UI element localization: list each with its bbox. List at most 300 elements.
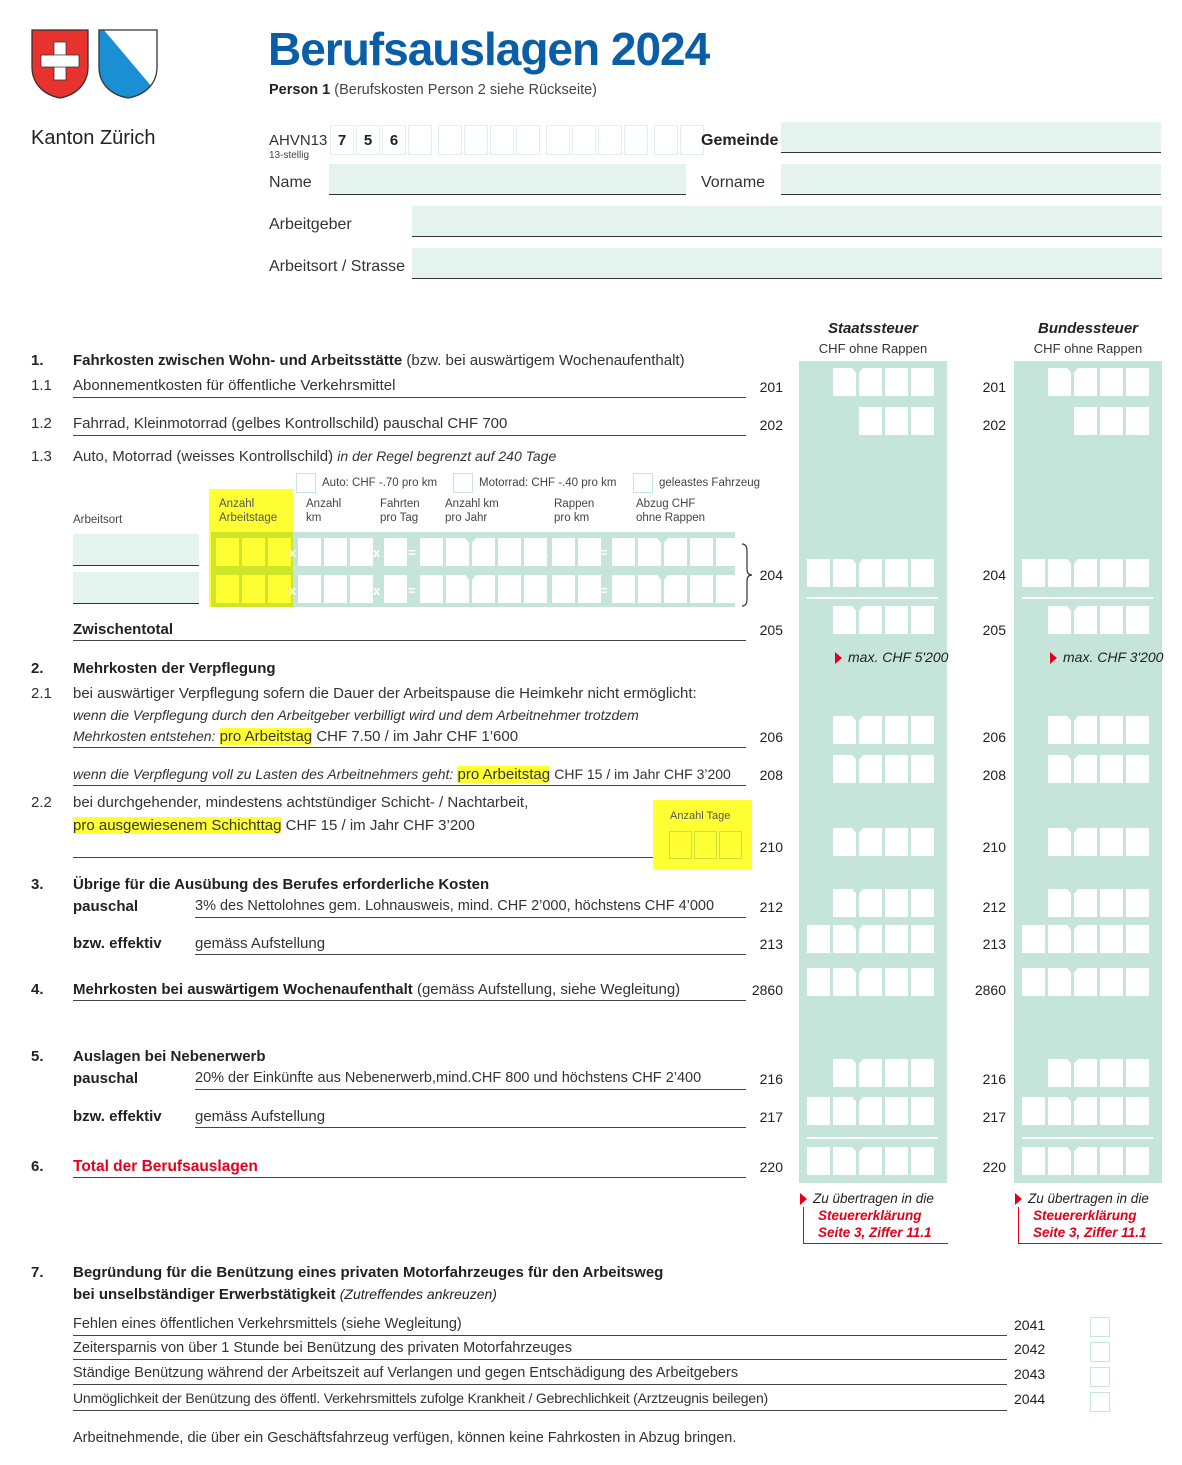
reason-4-text: Unmöglichkeit der Benützung des öffentl. Verkehrsmittels zufolge Krankheit / Gebrechlichkeit (Arztzeugnis beilegen): [73, 1390, 769, 1406]
reason-4-checkbox[interactable]: [1090, 1392, 1110, 1412]
code-201: 201: [982, 379, 1006, 395]
arbeitsort-field[interactable]: [412, 248, 1162, 279]
code-2860: 2860: [974, 982, 1006, 998]
digit-cell[interactable]: [1126, 606, 1149, 634]
digit-cell[interactable]: [911, 606, 934, 634]
ahvn-label: AHVN13: [269, 132, 328, 149]
digit-cell[interactable]: [911, 968, 934, 996]
digit-cell[interactable]: [911, 755, 934, 783]
digit-cell[interactable]: [885, 606, 908, 634]
digit-cell[interactable]: [1100, 1147, 1123, 1175]
section-2-number: 2.: [31, 660, 44, 677]
row-2-1-italic-2: Mehrkosten entstehen:: [73, 728, 216, 744]
digit-cell[interactable]: [807, 1147, 830, 1175]
ahvn-digit[interactable]: [464, 125, 488, 155]
digit-cell[interactable]: [1126, 1147, 1149, 1175]
auto-checkbox[interactable]: [296, 473, 316, 493]
effektiv-label: bzw. effektiv: [73, 1108, 162, 1125]
code-2044: 2044: [1014, 1391, 1046, 1407]
arbeitsort-label: Arbeitsort / Strasse: [269, 258, 406, 275]
red-arrow-icon: [1050, 652, 1057, 664]
staat-transfer-note: Zu übertragen in die: [800, 1190, 934, 1207]
reason-3-checkbox[interactable]: [1090, 1367, 1110, 1387]
effektiv-text: gemäss Aufstellung: [195, 1108, 326, 1125]
rappen-cells-1[interactable]: [552, 538, 601, 566]
digit-cell[interactable]: [911, 407, 934, 435]
pauschal-text: 3% des Nettolohnes gem. Lohnausweis, mind. CHF 2’000, höchstens CHF 4’000: [195, 898, 715, 914]
arbeitsort-field-1[interactable]: [73, 534, 199, 566]
pauschal-text: 20% der Einkünfte aus Nebenerwerb,mind.CHF 800 und höchstens CHF 2’400: [195, 1070, 702, 1086]
staat-amount-208[interactable]: [833, 755, 934, 783]
digit-cell[interactable]: [833, 968, 856, 996]
code-2041: 2041: [1014, 1317, 1046, 1333]
row-2-1-rate: CHF 7.50 / im Jahr CHF 1’600: [316, 728, 519, 745]
digit-cell[interactable]: [1022, 968, 1045, 996]
staat-amount-202[interactable]: [859, 407, 934, 435]
row-2-2-text: bei durchgehender, mindestens achtstündiger Schicht- / Nachtarbeit,: [73, 794, 529, 811]
effektiv-label: bzw. effektiv: [73, 935, 162, 952]
digit-cell[interactable]: [1126, 716, 1149, 744]
reason-2-checkbox[interactable]: [1090, 1342, 1110, 1362]
row-2-1-text: bei auswärtiger Verpflegung sofern die Dauer der Arbeitspause die Heimkehr nicht ermöglicht:: [73, 685, 697, 702]
bund-amount-2860[interactable]: [1022, 968, 1149, 996]
digit-cell[interactable]: [1048, 1097, 1071, 1125]
section-7-number: 7.: [31, 1264, 44, 1281]
name-label: Name: [269, 174, 312, 191]
digit-cell[interactable]: [1074, 368, 1097, 396]
arbeitsort-field-2[interactable]: [73, 572, 199, 604]
bund-amount-220[interactable]: [1022, 1147, 1149, 1175]
highlight-pro-arbeitstag: pro Arbeitstag: [457, 766, 551, 783]
bund-amount-204[interactable]: [1022, 559, 1149, 587]
ahvn-digit[interactable]: [438, 125, 462, 155]
digit-cell[interactable]: [807, 968, 830, 996]
auto-label: Auto: CHF -.70 pro km: [322, 477, 438, 489]
row-1-1-text: Abonnementkosten für öffentliche Verkehrsmittel: [73, 377, 396, 394]
equals-sign: =: [600, 545, 608, 560]
staat-amount-216[interactable]: [833, 1059, 934, 1087]
code-208: 208: [759, 767, 783, 783]
code-210: 210: [982, 839, 1006, 855]
section-2-title: Mehrkosten der Verpflegung: [73, 660, 276, 677]
digit-cell[interactable]: [1074, 606, 1097, 634]
row-1-2-text: Fahrrad, Kleinmotorrad (gelbes Kontrollschild) pauschal CHF 700: [73, 415, 508, 432]
digit-cell[interactable]: [1126, 968, 1149, 996]
digit-cell[interactable]: [1126, 1059, 1149, 1087]
zwischentotal-label: Zwischentotal: [73, 621, 174, 638]
code-2860: 2860: [751, 982, 783, 998]
vorname-field[interactable]: [781, 164, 1161, 195]
header-tage: Anzahl Arbeitstage: [219, 498, 278, 524]
digit-cell[interactable]: [1126, 407, 1149, 435]
staat-amount-2860[interactable]: [807, 968, 934, 996]
digit-cell[interactable]: [859, 968, 882, 996]
digit-cell[interactable]: [1100, 968, 1123, 996]
staat-transfer-target: Steuererklärung Seite 3, Ziffer 11.1: [803, 1207, 948, 1244]
section-7-note: (Zutreffendes ankreuzen): [339, 1286, 497, 1302]
digit-cell[interactable]: [859, 889, 882, 917]
digit-cell[interactable]: [885, 407, 908, 435]
bundessteuer-subtitle: CHF ohne Rappen: [1033, 341, 1143, 356]
digit-cell[interactable]: [1022, 1097, 1045, 1125]
digit-cell[interactable]: [859, 407, 882, 435]
section-4-number: 4.: [31, 981, 44, 998]
digit-cell[interactable]: [885, 1059, 908, 1087]
digit-cell[interactable]: [833, 559, 856, 587]
fahrten-cell-2[interactable]: [384, 575, 407, 603]
digit-cell[interactable]: [1126, 755, 1149, 783]
digit-cell[interactable]: [859, 716, 882, 744]
digit-cell[interactable]: [885, 968, 908, 996]
bund-amount-208[interactable]: [1048, 755, 1149, 783]
digit-cell[interactable]: [1048, 559, 1071, 587]
section-3-number: 3.: [31, 876, 44, 893]
digit-cell[interactable]: [1126, 1097, 1149, 1125]
row-2-1b-italic: wenn die Verpflegung voll zu Lasten des Arbeitnehmers geht:: [73, 766, 454, 782]
red-arrow-icon: [835, 652, 842, 664]
km-cells-2[interactable]: [298, 575, 373, 603]
row-2-1-italic: wenn die Verpflegung durch den Arbeitgeber verbilligt wird und dem Arbeitnehmer trotzdem: [73, 707, 639, 723]
digit-cell[interactable]: [1100, 368, 1123, 396]
digit-cell[interactable]: [1100, 559, 1123, 587]
digit-cell[interactable]: [1100, 716, 1123, 744]
code-206: 206: [759, 729, 783, 745]
digit-cell[interactable]: [1100, 606, 1123, 634]
red-arrow-icon: [800, 1193, 807, 1205]
code-204: 204: [759, 567, 783, 583]
multiply-sign: x: [541, 583, 549, 598]
staat-amount-204[interactable]: [807, 559, 934, 587]
row-1-3-note: in der Regel begrenzt auf 240 Tage: [337, 448, 557, 464]
digit-cell[interactable]: [833, 606, 856, 634]
anzahl-tage-cells[interactable]: [669, 831, 742, 859]
ahvn-input[interactable]: [330, 125, 704, 155]
digit-cell[interactable]: [1048, 716, 1071, 744]
zurich-coat-of-arms-logo: [98, 29, 158, 99]
digit-cell[interactable]: [1126, 559, 1149, 587]
section-6-title: Total der Berufsauslagen: [73, 1158, 258, 1175]
ahvn-digit: 7: [330, 125, 354, 155]
digit-cell[interactable]: [1074, 407, 1097, 435]
digit-cell[interactable]: [833, 755, 856, 783]
staat-amount-220[interactable]: [807, 1147, 934, 1175]
digit-cell[interactable]: [911, 1097, 934, 1125]
reason-3-text: Ständige Benützung während der Arbeitszeit auf Verlangen und gegen Entschädigung des Arbeitgebers: [73, 1365, 739, 1381]
digit-cell[interactable]: [833, 716, 856, 744]
ahvn-digit: 5: [356, 125, 380, 155]
staat-max-note: max. CHF 5'200: [835, 649, 948, 665]
digit-cell[interactable]: [885, 716, 908, 744]
abzug-cells-2[interactable]: [612, 575, 739, 603]
code-212: 212: [759, 899, 783, 915]
header-km-jahr: Anzahl km pro Jahr: [445, 498, 499, 524]
digit-cell[interactable]: [911, 889, 934, 917]
section-1-title: Fahrkosten zwischen Wohn- und Arbeitsstätte: [73, 352, 403, 369]
digit-cell[interactable]: [859, 925, 882, 953]
code-202: 202: [982, 417, 1006, 433]
red-arrow-icon: [1015, 1193, 1022, 1205]
staat-amount-201[interactable]: [833, 368, 934, 396]
ahvn-digit[interactable]: [572, 125, 596, 155]
code-216: 216: [982, 1071, 1006, 1087]
digit-cell[interactable]: [833, 1147, 856, 1175]
km-jahr-cells-2[interactable]: [420, 575, 547, 603]
bund-amount-201[interactable]: [1048, 368, 1149, 396]
code-2042: 2042: [1014, 1341, 1046, 1357]
digit-cell[interactable]: [885, 1097, 908, 1125]
multiply-sign: x: [541, 545, 549, 560]
arbeitgeber-label: Arbeitgeber: [269, 216, 352, 233]
highlight-pro-arbeitstag: pro Arbeitstag: [219, 728, 313, 745]
digit-cell[interactable]: [833, 1097, 856, 1125]
bund-transfer-note: Zu übertragen in die: [1015, 1190, 1149, 1207]
digit-cell[interactable]: [1048, 925, 1071, 953]
digit-cell[interactable]: [911, 1147, 934, 1175]
name-field[interactable]: [329, 164, 686, 195]
row-1-3-text: Auto, Motorrad (weisses Kontrollschild): [73, 448, 334, 465]
digit-cell[interactable]: [833, 1059, 856, 1087]
digit-cell[interactable]: [1074, 968, 1097, 996]
section-7-title-2: bei unselbständiger Erwerbstätigkeit: [73, 1286, 336, 1303]
digit-cell[interactable]: [859, 368, 882, 396]
digit-cell[interactable]: [885, 368, 908, 396]
code-213: 213: [982, 936, 1006, 952]
section-4-note: (gemäss Aufstellung, siehe Wegleitung): [416, 981, 681, 998]
km-cells-1[interactable]: [298, 538, 373, 566]
digit-cell[interactable]: [1074, 755, 1097, 783]
equals-sign: =: [408, 545, 416, 560]
ahvn-digit[interactable]: [516, 125, 540, 155]
digit-cell[interactable]: [911, 1059, 934, 1087]
digit-cell[interactable]: [1048, 968, 1071, 996]
highlight-schichttag: pro ausgewiesenem Schichttag: [73, 817, 282, 834]
leasing-checkbox[interactable]: [633, 473, 653, 493]
digit-cell[interactable]: [1100, 755, 1123, 783]
digit-cell[interactable]: [885, 559, 908, 587]
staat-amount-212[interactable]: [833, 889, 934, 917]
code-216: 216: [759, 1071, 783, 1087]
code-208: 208: [982, 767, 1006, 783]
section-3-title: Übrige für die Ausübung des Berufes erforderliche Kosten: [73, 876, 490, 893]
row-2-1-number: 2.1: [31, 685, 52, 702]
digit-cell[interactable]: [859, 1059, 882, 1087]
digit-cell[interactable]: [911, 828, 934, 856]
digit-cell[interactable]: [1074, 925, 1097, 953]
header-km: Anzahl km: [306, 498, 342, 524]
row-2-2-rate: CHF 15 / im Jahr CHF 3’200: [285, 817, 475, 834]
digit-cell[interactable]: [859, 1097, 882, 1125]
digit-cell[interactable]: [1022, 925, 1045, 953]
staat-amount-206[interactable]: [833, 716, 934, 744]
section-4-title: Mehrkosten bei auswärtigem Wochenaufenthalt: [73, 981, 413, 998]
digit-cell[interactable]: [1074, 559, 1097, 587]
equals-sign: =: [408, 583, 416, 598]
digit-cell[interactable]: [1048, 368, 1071, 396]
leasing-label: geleastes Fahrzeug: [659, 477, 761, 489]
motorrad-checkbox[interactable]: [453, 473, 473, 493]
code-202: 202: [759, 417, 783, 433]
ahvn-digit[interactable]: [654, 125, 678, 155]
digit-cell[interactable]: [1100, 828, 1123, 856]
person-note: (Berufskosten Person 2 siehe Rückseite): [334, 82, 598, 98]
tage-cells-2[interactable]: [216, 575, 291, 603]
ahvn-digit[interactable]: [598, 125, 622, 155]
bundessteuer-title: Bundessteuer: [1037, 320, 1139, 337]
digit-cell[interactable]: [833, 368, 856, 396]
digit-cell[interactable]: [859, 1147, 882, 1175]
header-fahrten: Fahrten pro Tag: [380, 498, 420, 524]
staat-amount-217[interactable]: [807, 1097, 934, 1125]
header-arbeitsort: Arbeitsort: [73, 514, 123, 526]
staatssteuer-subtitle: CHF ohne Rappen: [818, 341, 928, 356]
digit-cell[interactable]: [1126, 925, 1149, 953]
vorname-label: Vorname: [701, 174, 766, 191]
section-6-number: 6.: [31, 1158, 44, 1175]
ahvn-digit[interactable]: [624, 125, 648, 155]
digit-cell[interactable]: [885, 755, 908, 783]
digit-cell[interactable]: [807, 925, 830, 953]
person-label: Person 1: [269, 82, 331, 98]
code-201: 201: [759, 379, 783, 395]
gemeinde-label: Gemeinde: [701, 132, 779, 149]
bund-amount-212[interactable]: [1048, 889, 1149, 917]
digit-cell[interactable]: [1074, 1059, 1097, 1087]
ahvn-digit[interactable]: [490, 125, 514, 155]
gemeinde-field[interactable]: [781, 122, 1161, 153]
code-212: 212: [982, 899, 1006, 915]
ahvn-digit[interactable]: [408, 125, 432, 155]
digit-cell[interactable]: [1022, 559, 1045, 587]
ahvn-sublabel: 13-stellig: [269, 150, 310, 161]
digit-cell[interactable]: [859, 755, 882, 783]
equals-sign: =: [600, 583, 608, 598]
digit-cell[interactable]: [1100, 407, 1123, 435]
fahrten-cell-1[interactable]: [384, 538, 407, 566]
row-2-2-number: 2.2: [31, 794, 52, 811]
digit-cell[interactable]: [885, 828, 908, 856]
tage-cells-1[interactable]: [216, 538, 291, 566]
code-220: 220: [759, 1159, 783, 1175]
code-205: 205: [982, 622, 1006, 638]
digit-cell[interactable]: [833, 925, 856, 953]
digit-cell[interactable]: [859, 606, 882, 634]
digit-cell[interactable]: [859, 828, 882, 856]
anzahl-tage-label: Anzahl Tage: [670, 810, 731, 822]
arbeitgeber-field[interactable]: [412, 206, 1162, 237]
staat-amount-213[interactable]: [807, 925, 934, 953]
reason-2-text: Zeitersparnis von über 1 Stunde bei Benützung des privaten Motorfahrzeuges: [73, 1340, 572, 1356]
digit-cell[interactable]: [1048, 606, 1071, 634]
digit-cell[interactable]: [885, 889, 908, 917]
multiply-sign: x: [373, 545, 381, 560]
effektiv-text: gemäss Aufstellung: [195, 935, 326, 952]
digit-cell[interactable]: [1100, 1097, 1123, 1125]
multiply-sign: x: [373, 583, 381, 598]
digit-cell[interactable]: [911, 716, 934, 744]
km-jahr-cells-1[interactable]: [420, 538, 547, 566]
bund-amount-206[interactable]: [1048, 716, 1149, 744]
digit-cell[interactable]: [885, 1147, 908, 1175]
bund-amount-205[interactable]: [1048, 606, 1149, 634]
code-210: 210: [759, 839, 783, 855]
bund-amount-213[interactable]: [1022, 925, 1149, 953]
digit-cell[interactable]: [1126, 889, 1149, 917]
reason-1-checkbox[interactable]: [1090, 1317, 1110, 1337]
row-1-3-number: 1.3: [31, 448, 52, 465]
digit-cell[interactable]: [1074, 716, 1097, 744]
digit-cell[interactable]: [911, 559, 934, 587]
digit-cell[interactable]: [1048, 755, 1071, 783]
code-205: 205: [759, 622, 783, 638]
digit-cell[interactable]: [807, 559, 830, 587]
rappen-cells-2[interactable]: [552, 575, 601, 603]
ahvn-digit: 6: [382, 125, 406, 155]
header-rappen: Rappen pro km: [554, 498, 595, 524]
code-213: 213: [759, 936, 783, 952]
row-1-1-number: 1.1: [31, 377, 52, 394]
staat-amount-210[interactable]: [833, 828, 934, 856]
bund-amount-210[interactable]: [1048, 828, 1149, 856]
digit-cell[interactable]: [1048, 828, 1071, 856]
digit-cell[interactable]: [1048, 889, 1071, 917]
digit-cell[interactable]: [807, 1097, 830, 1125]
staatssteuer-title: Staatssteuer: [827, 320, 919, 337]
digit-cell[interactable]: [1074, 889, 1097, 917]
section-1-number: 1.: [31, 352, 44, 369]
swiss-coat-of-arms-logo: [31, 29, 89, 99]
digit-cell[interactable]: [1074, 1097, 1097, 1125]
page-title: Berufsauslagen 2024: [268, 23, 710, 75]
row-2-1b-rate: CHF 15 / im Jahr CHF 3’200: [554, 766, 731, 782]
digit-cell[interactable]: [1048, 1059, 1071, 1087]
digit-cell[interactable]: [1100, 1059, 1123, 1087]
ahvn-digit[interactable]: [546, 125, 570, 155]
bund-amount-202[interactable]: [1074, 407, 1149, 435]
reason-1-text: Fehlen eines öffentlichen Verkehrsmittels (siehe Wegleitung): [73, 1316, 462, 1332]
digit-cell[interactable]: [911, 368, 934, 396]
digit-cell[interactable]: [1048, 1147, 1071, 1175]
digit-cell[interactable]: [1074, 828, 1097, 856]
digit-cell[interactable]: [859, 559, 882, 587]
bund-transfer-target: Steuererklärung Seite 3, Ziffer 11.1: [1018, 1207, 1162, 1244]
code-2043: 2043: [1014, 1366, 1046, 1382]
bund-amount-216[interactable]: [1048, 1059, 1149, 1087]
section-5-number: 5.: [31, 1048, 44, 1065]
digit-cell[interactable]: [1074, 1147, 1097, 1175]
staat-amount-205[interactable]: [833, 606, 934, 634]
digit-cell[interactable]: [1100, 925, 1123, 953]
digit-cell[interactable]: [1100, 889, 1123, 917]
abzug-cells-1[interactable]: [612, 538, 739, 566]
section-7-title-1: Begründung für die Benützung eines privaten Motorfahrzeuges für den Arbeitsweg: [73, 1264, 664, 1281]
digit-cell[interactable]: [1022, 1147, 1045, 1175]
digit-cell[interactable]: [885, 925, 908, 953]
code-217: 217: [982, 1109, 1006, 1125]
digit-cell[interactable]: [833, 889, 856, 917]
multiply-sign: x: [289, 583, 297, 598]
pauschal-label: pauschal: [73, 898, 139, 915]
code-206: 206: [982, 729, 1006, 745]
digit-cell[interactable]: [833, 828, 856, 856]
bund-max-note: max. CHF 3'200: [1050, 649, 1163, 665]
digit-cell[interactable]: [1126, 368, 1149, 396]
digit-cell[interactable]: [911, 925, 934, 953]
digit-cell[interactable]: [1126, 828, 1149, 856]
row-1-2-number: 1.2: [31, 415, 52, 432]
code-217: 217: [759, 1109, 783, 1125]
header-abzug: Abzug CHF ohne Rappen: [636, 498, 706, 524]
bund-amount-217[interactable]: [1022, 1097, 1149, 1125]
